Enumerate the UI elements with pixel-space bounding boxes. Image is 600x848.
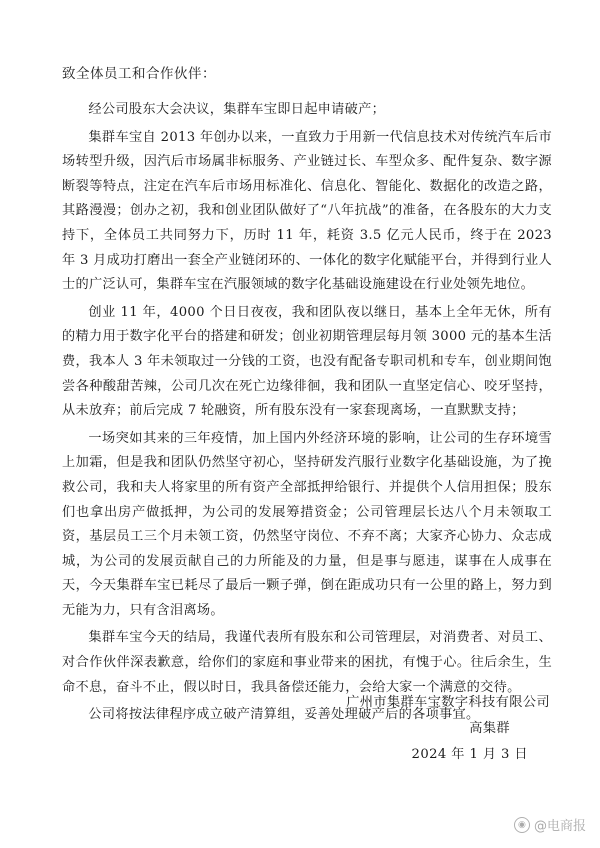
letter-body <box>62 98 552 731</box>
signature-block <box>346 690 550 768</box>
paragraph-liquidation: 公司将按法律程序成立破产清算组，妥善处理破产后的各项事宜。 <box>88 707 480 723</box>
paragraph-decision: 经公司股东大会决议，集群车宝即日起申请破产； <box>88 102 386 117</box>
signature-person: 高集群 <box>469 721 510 736</box>
letter-salutation: 致全体员工和合作伙伴： <box>62 66 216 82</box>
watermark-text: @电商报 <box>533 819 586 834</box>
weibo-logo-icon: ◉ <box>514 817 530 833</box>
paragraph-apology: 集群车宝今天的结局，我谨代表所有股东和公司管理层，对消费者、对员工、对合作伙伴深表歉意，给你们的家庭和事业带来的困扰，有愧于心。往后余生，生命不息，奋斗不止，假以时日，我具备偿还能力，会给大家一个满意的交待。 <box>62 630 552 695</box>
paragraph-pandemic: 一场突如其来的三年疫情，加上国内外经济环境的影响，让公司的生存环境雪上加霜，但是我和团队仍然坚守初心，坚持研发汽服行业数字化基础设施，为了挽救公司，我和夫人将家里的所有资产全部抵押给银行、并提供个人信用担保；股东们也拿出房产做抵押，为公司的发展筹措资金；公司管理层长达八个月未领取工资，基层员工三个月未领工资，仍然坚守岗位、不弃不离；大家齐心协力、众志成城，为公司的发展贡献自己的力所能及的力量，但是事与愿违，谋事在人成事在天，今天集群车宝已耗尽了最后一颗子弹，倒在距成功只有一公里的路上，努力到无能为力，只有含泪离场。 <box>62 430 552 618</box>
watermark <box>514 815 586 834</box>
paragraph-history: 集群车宝自 2013 年创办以来，一直致力于用新一代信息技术对传统汽车后市场转型升级，因汽后市场属非标服务、产业链过长、车型众多、配件复杂、数字源断裂等特点，注定在汽车后市场用标准化、信息化、智能化、数据化的改造之路，其路漫漫；创办之初，我和创业团队做好了“八年抗战”的准备，在各股东的大力支持下，全体员工共同努力下，历时 11 年，耗资 3.5 亿元人民币，终于在 2023 年 3 月成功打磨出一套全产业链闭环的、一体化的数字化赋能平台，并得到行业人士的广泛认可，集群车宝在汽服领域的数字化基础设施建设在行业处领先地位。 <box>62 129 552 293</box>
paragraph-effort: 创业 11 年，4000 个日日夜夜，我和团队夜以继日，基本上全年无休，所有的精力用于数字化平台的搭建和研发；创业初期管理层每月领 3000 元的基本生活费，我本人 3 年未领取过一分钱的工资，也没有配备专职司机和专车，创业期间饱尝各种酸甜苦辣，公司几次在死亡边缘徘徊，我和团队一直坚定信心、咬牙坚持，从未放弃；前后完成 7 轮融资，所有股东没有一家套现离场，一直默默支持； <box>62 304 552 419</box>
signature-date: 2024 年 1 月 3 日 <box>411 747 528 762</box>
signature-company: 广州市集群车宝数字科技有限公司 <box>346 695 550 710</box>
